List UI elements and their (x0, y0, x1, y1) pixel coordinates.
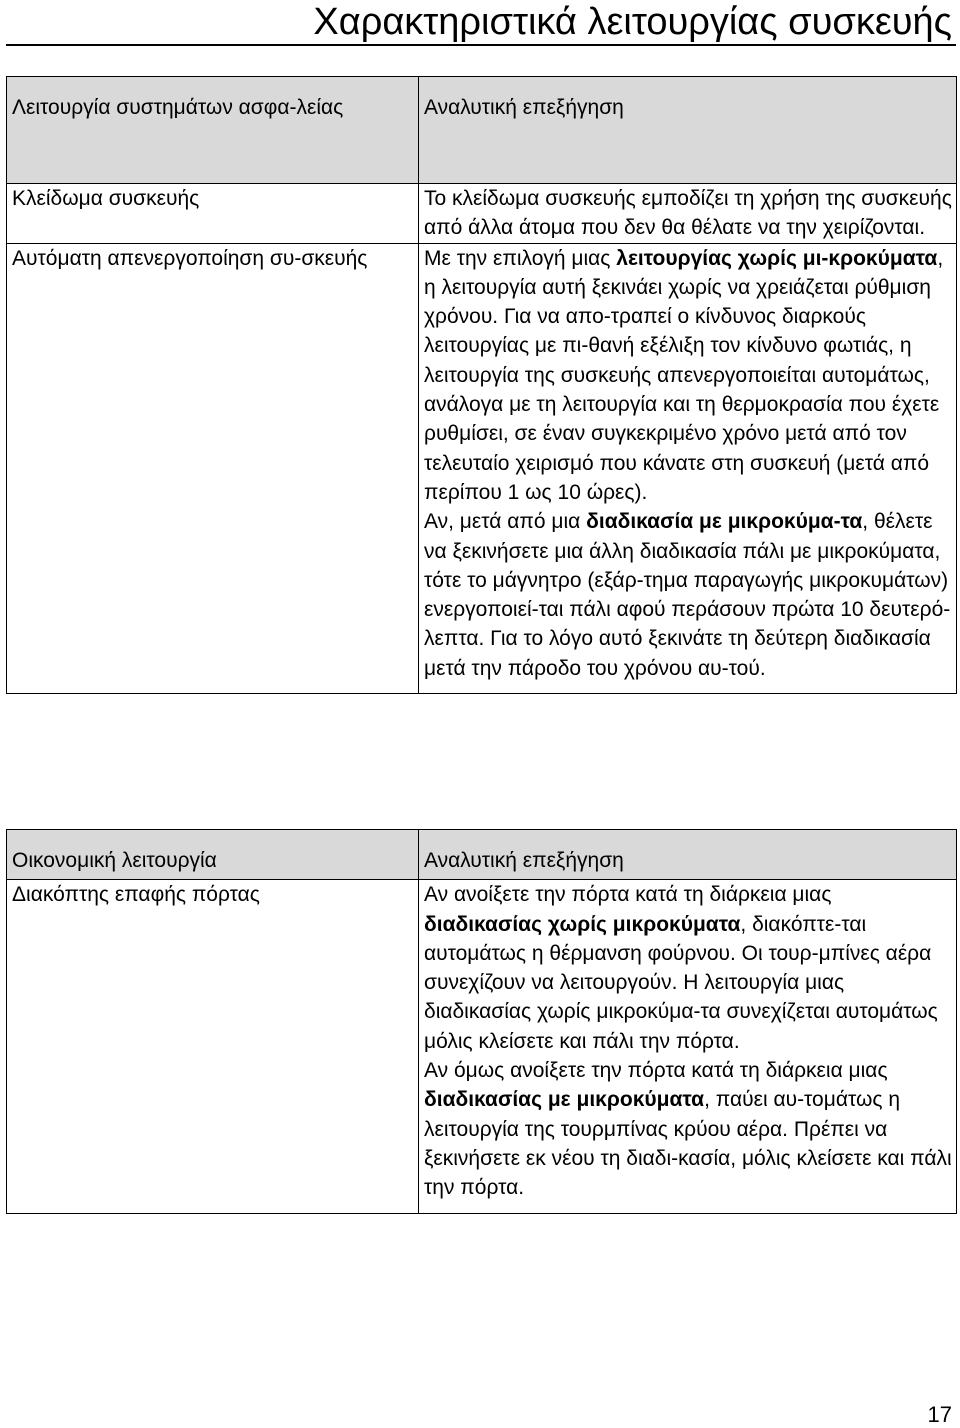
header-cell-left: Λειτουργία συστημάτων ασφα-λείας (7, 77, 419, 184)
row-label-auto-shutoff: Αυτόματη απενεργοποίηση συ-σκευής (7, 243, 419, 693)
text-run: , η λειτουργία αυτή ξεκινάει χωρίς να χρειάζεται ρύθμιση χρόνου. Για να απο-τραπεί ο κίνδυνος διαρκούς λειτουργίας με πι-θανή εξέλιξη τον κίνδυνο φωτιάς, η λειτουργία της συσκευής απενεργοποιείται αυτομάτως, ανάλογα με τη λειτουργία και τη θερμοκρασία που έχετε ρυθμίσει, σε έναν συγκεκριμένο χρόνο μετά από τον τελευταίο χειρισμό που κάνατε στη συσκευή (μετά από περίπου 1 ως 10 ώρες). (424, 246, 944, 504)
bold-term: λειτουργίας χωρίς μι-κροκύματα (616, 246, 938, 270)
table-row (7, 184, 957, 244)
table-header-row (7, 77, 957, 184)
page-title: Χαρακτηριστικά λειτουργίας συσκευής (313, 1, 952, 43)
text-run: Με την επιλογή μιας (424, 246, 617, 270)
paragraph (424, 1056, 952, 1202)
text-run: , διακόπτε-ται αυτομάτως η θέρμανση φούρνου. Οι τουρ-μπίνες αέρα συνεχίζουν να λειτουργούν. Η λειτουργία μιας διαδικασίας χωρίς μικροκύμα-τα συνεχίζεται αυτομάτως μόλις κλείσετε και πάλι την πόρτα. (424, 912, 938, 1053)
header-cell-left: Οικονομική λειτουργία (7, 830, 419, 880)
row-text-auto-shutoff (419, 243, 957, 693)
title-rule (6, 44, 956, 46)
text-run: Αν ανοίξετε την πόρτα κατά τη διάρκεια μιας (424, 883, 832, 907)
row-text-device-lock: Το κλείδωμα συσκευής εμποδίζει τη χρήση της συσκευής από άλλα άτομα που δεν θα θέλατε να την χειρίζονται. (419, 184, 957, 244)
paragraph (424, 244, 952, 508)
table-row (7, 243, 957, 693)
bold-term: διαδικασίας με μικροκύματα (424, 1088, 705, 1112)
text-run: , θέλετε να ξεκινήσετε μια άλλη διαδικασία πάλι με μικροκύματα, τότε το μάγνητρο (εξάρ-τημα παραγωγής μικροκυμάτων) ενεργοποιεί-ται πάλι αφού περάσουν πρώτα 10 δευτερό-λεπτα. Για το λόγο αυτό ξεκινάτε τη δεύτερη διαδικασία μετά την πάροδο του χρόνου αυ-τού. (424, 510, 951, 680)
row-label-device-lock: Κλείδωμα συσκευής (7, 184, 419, 244)
header-cell-right: Αναλυτική επεξήγηση (419, 77, 957, 184)
economy-functions-table (6, 829, 957, 1214)
row-label-door-switch: Διακόπτης επαφής πόρτας (7, 880, 419, 1213)
table-header-row (7, 830, 957, 880)
row-text-door-switch (419, 880, 957, 1213)
paragraph (424, 507, 952, 683)
text-run: , παύει αυ-τομάτως η λειτουργία της τουρμπίνας κρύου αέρα. Πρέπει να ξεκινήσετε εκ νέου τη διαδι-κασία, μόλις κλείσετε και πάλι την πόρτα. (424, 1088, 952, 1200)
bold-term: διαδικασία με μικροκύμα-τα (586, 510, 863, 534)
bold-term: διαδικασίας χωρίς μικροκύματα (424, 912, 741, 936)
table-row (7, 880, 957, 1213)
text-run: Αν όμως ανοίξετε την πόρτα κατά τη διάρκεια μιας (424, 1059, 888, 1083)
safety-functions-table (6, 76, 957, 694)
header-cell-right: Αναλυτική επεξήγηση (419, 830, 957, 880)
text-run: Αν, μετά από μια (424, 510, 587, 534)
paragraph (424, 880, 952, 1056)
page-number: 17 (927, 1402, 952, 1427)
